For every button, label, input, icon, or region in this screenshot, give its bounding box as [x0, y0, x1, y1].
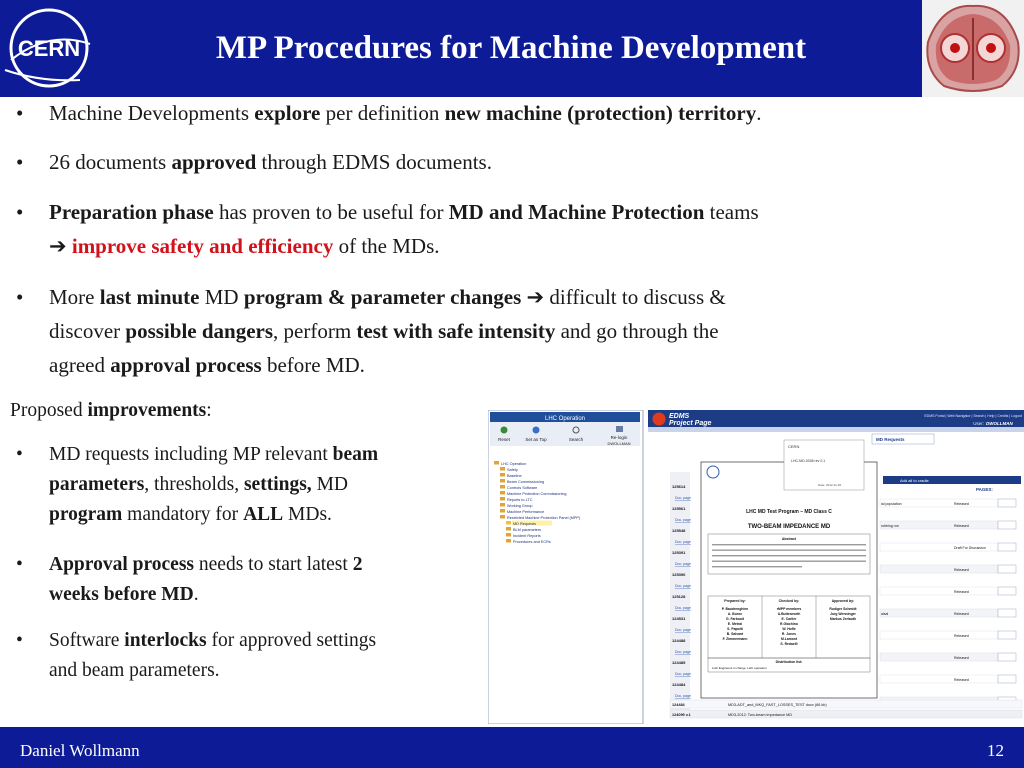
approved-label: Approved by: [831, 599, 855, 603]
document-id: 124488 [672, 638, 686, 643]
relogin-icon [616, 426, 623, 432]
row-checkbox[interactable] [998, 499, 1016, 507]
document-cern-label: CERN [788, 444, 800, 449]
bullet-dot: • [16, 554, 23, 575]
abstract-label: Abstract [781, 537, 797, 541]
table-row [880, 653, 1016, 661]
bottom-row[interactable] [670, 710, 1022, 718]
page-number: 12 [987, 741, 1004, 760]
set-top-icon [533, 427, 540, 434]
edms-subbar [648, 427, 1024, 432]
md-requests-label: MD Requests [876, 437, 905, 442]
svg-text:Search: Search [568, 437, 584, 442]
bullet-dot: • [16, 200, 24, 224]
reset-icon [501, 427, 508, 434]
tree-item-label: MD Requests [513, 522, 537, 526]
edms-screenshot [488, 410, 1024, 724]
slide-title: MP Procedures for Machine Development [215, 30, 807, 66]
bullet-text: Preparation phase has proven to be useful for MD and Machine Protection teams ➔ improve safety and efficiency of the MDs. [49, 200, 759, 258]
person-name: Jorg Wenninger [830, 612, 856, 616]
person-name: E. Metral [727, 622, 743, 626]
row-checkbox[interactable] [998, 543, 1016, 551]
bottom-row[interactable] [670, 700, 1022, 708]
table-row [880, 543, 1016, 551]
person-name: E. Carlier [781, 617, 797, 621]
svg-text:Reset: Reset [498, 437, 510, 442]
pages-label: PAGES: [976, 487, 993, 492]
bullet-dot: • [16, 444, 23, 465]
tree-item-label: Restricted Machine Protection Panel (MPP) [507, 516, 581, 520]
doc-page-link[interactable]: Doc. page [675, 650, 691, 654]
person-name: S. Papotti [727, 627, 743, 631]
row-checkbox[interactable] [998, 653, 1016, 661]
table-row [880, 499, 1016, 507]
approved-by-list [829, 607, 857, 621]
row-status: Draft For Discussion [954, 546, 986, 550]
prepared-label: Prepared by: [724, 599, 746, 603]
bottom-row-text: MD3-ADT_and_MKQ_FAST_LOSSES_TEST docx (66 kb) [728, 703, 827, 707]
document-id: 125614 [672, 484, 686, 489]
tree-item-label: Machine Performance [507, 510, 545, 514]
bullet-dot: • [16, 285, 24, 309]
document-id: 125548 [672, 528, 686, 533]
bullet-text: Approval process needs to start latest 2 weeks before MD. [49, 554, 363, 605]
row-checkbox[interactable] [998, 521, 1016, 529]
proposed-heading: Proposed improvements: [10, 400, 212, 421]
row-status: Released [954, 612, 969, 616]
tree-item-label: Incident Reports [513, 534, 541, 538]
document-date: Date: 2012-11-20 [818, 483, 842, 487]
doc-page-link[interactable]: Doc. page [675, 518, 691, 522]
row-checkbox[interactable] [998, 675, 1016, 683]
row-status: Released [954, 568, 969, 572]
add-all-button[interactable]: Add all to cradle [900, 478, 929, 483]
document-id: 124485 [672, 660, 686, 665]
bullet-dot: • [16, 150, 24, 174]
svg-text:Re-login: Re-login [610, 435, 628, 440]
edms-brand: EDMS [669, 413, 690, 420]
table-row [880, 587, 1016, 595]
lhc-panel-title: LHC Operation [544, 416, 586, 422]
arrow-icon: ➔ [526, 285, 545, 309]
person-name: S. Redaelli [780, 642, 798, 646]
document-title: LHC MD Test Program – MD Class C [746, 509, 832, 515]
user-name: DWOLLMAN [986, 421, 1013, 426]
bullet-text: More last minute MD program & parameter changes ➔ difficult to discuss & discover possible dangers, perform test with safe intensity and go through the agreed approval process before MD. [49, 285, 726, 377]
table-row [880, 521, 1016, 529]
doc-page-link[interactable]: Doc. page [675, 562, 691, 566]
doc-page-link[interactable]: Doc. page [675, 672, 691, 676]
person-name: B. Salvant [726, 632, 744, 636]
row-note: aisal [881, 612, 889, 616]
person-name: rMPP members [776, 607, 802, 611]
document-id: 125390 [672, 572, 686, 577]
person-name: F. Zimmermann [722, 637, 748, 641]
doc-page-link[interactable]: Doc. page [675, 628, 691, 632]
edms-page-label: Project Page [669, 420, 712, 427]
bullet-text: Machine Developments explore per definition new machine (protection) territory. [49, 101, 762, 125]
bullet-dot: • [16, 630, 23, 651]
table-row [880, 565, 1016, 573]
person-name: M.Lamont [780, 637, 798, 641]
lhc-magnet-logo [922, 0, 1024, 97]
document-edms-no: LHC-MD-0038 rev 0.1 [791, 459, 826, 463]
tree-item-label: Safety [507, 468, 518, 472]
row-checkbox[interactable] [998, 565, 1016, 573]
doc-page-link[interactable]: Doc. page [675, 694, 691, 698]
bullet-text: MD requests including MP relevant beam parameters, thresholds, settings, MD program mandatory for ALL MDs. [49, 444, 379, 525]
tree-item-label: Working Group [507, 504, 533, 508]
document-id: 124484 [672, 682, 686, 687]
person-name: W. Hofle [782, 627, 796, 631]
cern-logo [0, 0, 98, 97]
doc-page-link[interactable]: Doc. page [675, 606, 691, 610]
table-row [880, 609, 1016, 617]
bullet-dot: • [16, 101, 24, 125]
person-name: Markus Zerlauth [829, 617, 857, 621]
row-note: rubbing run [881, 524, 899, 528]
doc-page-link[interactable]: Doc. page [675, 540, 691, 544]
row-status: Released [954, 678, 969, 682]
doc-page-link[interactable]: Doc. page [675, 584, 691, 588]
document-id: 125561 [672, 506, 686, 511]
row-status: Released [954, 634, 969, 638]
bullet-text: Software interlocks for approved settings and beam parameters. [49, 630, 377, 681]
bottom-row-id: 124099 v.1 [672, 713, 691, 717]
footer-author: Daniel Wollmann [20, 741, 140, 760]
svg-text:CERN: CERN [17, 36, 81, 61]
tree-item-label: Reports to LTC [507, 498, 533, 502]
row-status: Released [954, 656, 969, 660]
person-name: G. Farbouit [725, 617, 745, 621]
document-id: 125391 [672, 550, 686, 555]
row-note: ial population [881, 502, 902, 506]
svg-text:DWOLLMAN: DWOLLMAN [607, 441, 631, 446]
arrow-icon: ➔ [49, 234, 67, 258]
person-name: Rudiger Schmidt [829, 607, 857, 611]
document-id: 124531 [672, 616, 686, 621]
distribution-label: Distribution list: [775, 660, 803, 664]
footer-bar [0, 727, 1024, 768]
bottom-row-text: MD3-2012: Two-beam impedance MD [728, 713, 793, 717]
table-row [880, 675, 1016, 683]
row-status: Released [954, 590, 969, 594]
distribution-text: LHC Engineers in charge, LHC operators [712, 666, 767, 670]
tree-item-label: Machine Protection Commissioning [507, 492, 567, 496]
tree-item-label: BLM parameters [513, 528, 542, 532]
row-checkbox[interactable] [998, 631, 1016, 639]
row-status: Released [954, 524, 969, 528]
row-status: Released [954, 502, 969, 506]
bottom-row-id: 124484 [672, 703, 685, 707]
doc-page-link[interactable]: Doc. page [675, 496, 691, 500]
checked-label: Checked by: [778, 599, 800, 603]
document-id: 125128 [672, 594, 686, 599]
tree-item-label: LHC Operation [501, 462, 527, 466]
bullet-text: 26 documents approved through EDMS documents. [49, 150, 492, 174]
edms-top-links[interactable]: EDMS Portal | Web Navigator | Search | Help | Credits | Logout [924, 414, 1022, 418]
person-name: A. Burov [727, 612, 743, 616]
tree-item-label: Controls Software [507, 486, 538, 490]
table-row [880, 631, 1016, 639]
tree-item-label: Beam Commissioning [507, 480, 544, 484]
person-name: P. Baudrenghien [721, 607, 749, 611]
person-name: R.Giachino [780, 622, 798, 626]
user-label: User: [973, 421, 984, 426]
edms-logo-icon [653, 413, 666, 426]
svg-text:Set as Top: Set as Top [525, 437, 547, 442]
tree-item-label: Procedures and ECRs [513, 540, 551, 544]
tree-item-label: Baseline [507, 474, 522, 478]
document-subtitle: TWO-BEAM IMPEDANCE MD [747, 524, 831, 530]
row-checkbox[interactable] [998, 609, 1016, 617]
person-name: A.Butterworth [777, 612, 801, 616]
person-name: R. Jones [781, 632, 797, 636]
row-checkbox[interactable] [998, 587, 1016, 595]
